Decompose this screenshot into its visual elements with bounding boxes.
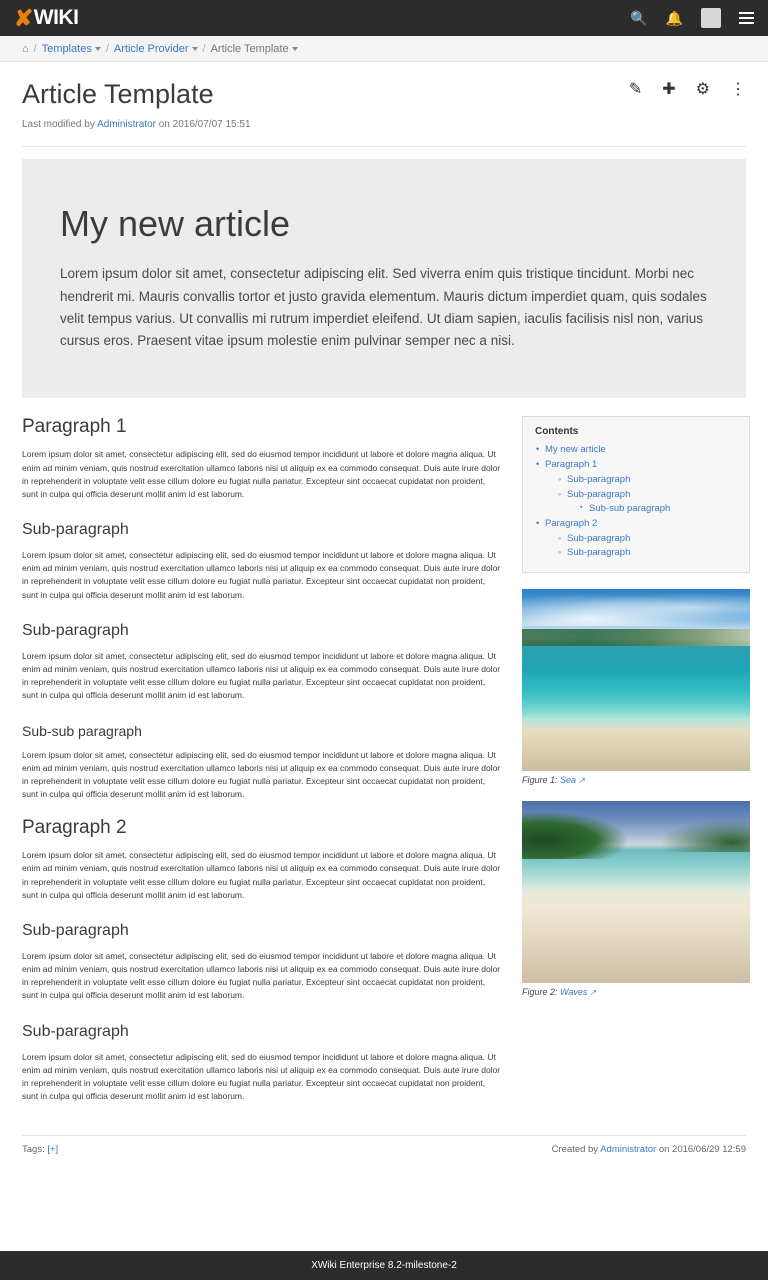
toc-link-my-new-article[interactable]: My new article xyxy=(545,444,606,456)
figure-1-caption xyxy=(522,775,750,785)
sea-photo xyxy=(522,589,750,771)
heading-sub-paragraph-4: Sub-paragraph xyxy=(22,1022,129,1040)
heading-paragraph-2: Paragraph 2 xyxy=(22,817,127,839)
table-of-contents xyxy=(522,416,750,573)
page-title: Article Template xyxy=(22,79,214,109)
toc-link-sub-sub-paragraph[interactable]: Sub-sub paragraph xyxy=(589,503,671,515)
hero-section xyxy=(22,159,746,398)
footer-version-text: XWiki Enterprise 8.2-milestone-2 xyxy=(311,1260,457,1271)
page-last-modified-info xyxy=(22,119,746,130)
tags-expand-toggle[interactable]: [+] xyxy=(47,1144,59,1156)
breadcrumb xyxy=(0,36,768,62)
edit-button[interactable]: ✎ xyxy=(628,81,643,98)
toc-link-paragraph-2[interactable]: Paragraph 2 xyxy=(545,518,598,530)
toc-link-sub-paragraph-2[interactable]: Sub-paragraph xyxy=(567,488,631,500)
settings-button[interactable]: ⚙ xyxy=(695,81,710,98)
hero-title: My new article xyxy=(60,203,291,245)
topbar-actions xyxy=(630,8,754,28)
more-actions-button[interactable]: ⋮ xyxy=(730,81,746,98)
created-info xyxy=(552,1144,746,1155)
breadcrumb-caret-3[interactable] xyxy=(292,47,298,51)
toc-item[interactable] xyxy=(557,488,737,517)
figure-1-caption-link[interactable]: Sea xyxy=(560,775,577,786)
paragraph-text: Lorem ipsum dolor sit amet, consectetur adipiscing elit, sed do eiusmod tempor incididunt ut labore et dolore magna aliqua. Ut enim ad minim veniam, quis nostrud exercitation ullamco laboris nisi ut aliquip ex ea commodo consequat. Duis aute irure dolor in reprehenderit in voluptate velit esse cillum dolore eu fugiat nulla pariatur. Excepteur sint occaecat cupidatat non proident, sunt in culpa qui officia deserunt mollit anim id est laborum. xyxy=(22,449,501,499)
page-header xyxy=(0,62,768,138)
last-modified-prefix: Last modified by xyxy=(22,119,95,131)
heading-sub-paragraph-3: Sub-paragraph xyxy=(22,921,129,939)
waves-photo xyxy=(522,801,750,983)
heading-paragraph-1: Paragraph 1 xyxy=(22,416,127,438)
paragraph-text: Lorem ipsum dolor sit amet, consectetur adipiscing elit, sed do eiusmod tempor incididunt ut labore et dolore magna aliqua. Ut enim ad minim veniam, quis nostrud exercitation ullamco laboris nisi ut aliquip ex ea commodo consequat. Duis aute irure dolor in reprehenderit in voluptate velit esse cillum dolore eu fugiat nulla pariatur. Excepteur sint occaecat cupidatat non proident, sunt in culpa qui officia deserunt mollit anim id est laborum. xyxy=(22,650,501,701)
toc-link-paragraph-1[interactable]: Paragraph 1 xyxy=(545,459,598,471)
heading-sub-paragraph-2: Sub-paragraph xyxy=(22,621,129,639)
toc-item[interactable] xyxy=(535,458,737,517)
paragraph-text: Lorem ipsum dolor sit amet, consectetur adipiscing elit, sed do eiusmod tempor incididunt ut labore et dolore magna aliqua. Ut enim ad minim veniam, quis nostrud exercitation ullamco laboris nisi ut aliquip ex ea commodo consequat. Duis aute irure dolor in reprehenderit in voluptate velit esse cillum dolore eu fugiat nulla pariatur. Excepteur sint occaecat cupidatat non proident, sunt in culpa qui officia deserunt mollit anim id est laborum. xyxy=(22,850,501,900)
toc-item[interactable] xyxy=(557,546,737,561)
breadcrumb-separator-1: / xyxy=(33,42,37,55)
breadcrumb-separator-2: / xyxy=(105,42,109,55)
breadcrumb-item-article-template: Article Template xyxy=(210,42,289,55)
external-link-icon: ↗ xyxy=(589,988,597,998)
paragraph-text: Lorem ipsum dolor sit amet, consectetur adipiscing elit, sed do eiusmod tempor incididunt ut labore et dolore magna aliqua. Ut enim ad minim veniam, quis nostrud exercitation ullamco laboris nisi ut aliquip ex ea commodo consequat. Duis aute irure dolor in reprehenderit in voluptate velit esse cillum dolore eu fugiat nulla pariatur. Excepteur sint occaecat cupidatat non proident, sunt in culpa qui officia deserunt mollit anim id est laborum. xyxy=(22,1051,501,1102)
paragraph-text: Lorem ipsum dolor sit amet, consectetur adipiscing elit, sed do eiusmod tempor incididunt ut labore et dolore magna aliqua. Ut enim ad minim veniam, quis nostrud exercitation ullamco laboris nisi ut aliquip ex ea commodo consequat. Duis aute irure dolor in reprehenderit in voluptate velit esse cillum dolore eu fugiat nulla pariatur. Excepteur sint occaecat cupidatat non proident, sunt in culpa qui officia deserunt mollit anim id est laborum. xyxy=(22,950,501,1001)
toc-link-sub-paragraph-1[interactable]: Sub-paragraph xyxy=(567,473,631,485)
toc-item[interactable] xyxy=(579,502,737,517)
toc-item[interactable] xyxy=(535,517,737,561)
logo-text: WIKI xyxy=(33,6,79,29)
toc-title: Contents xyxy=(535,426,579,438)
side-column xyxy=(522,416,750,997)
toc-list xyxy=(535,443,737,561)
logo-x-icon: ✘ xyxy=(14,4,33,31)
page-footer-meta xyxy=(22,1135,746,1167)
breadcrumb-caret-1[interactable] xyxy=(95,47,101,51)
created-prefix: Created by xyxy=(551,1144,599,1156)
paragraph-text: Lorem ipsum dolor sit amet, consectetur adipiscing elit, sed do eiusmod tempor incididunt ut labore et dolore magna aliqua. Ut enim ad minim veniam, quis nostrud exercitation ullamco laboris nisi ut aliquip ex ea commodo consequat. Duis aute irure dolor in reprehenderit in voluptate velit esse cillum dolore eu fugiat nulla pariatur. Excepteur sint occaecat cupidatat non proident, sunt in culpa qui officia deserunt mollit anim id est laborum. xyxy=(22,749,501,800)
figure-2-caption xyxy=(522,987,750,997)
page-actions xyxy=(629,82,746,98)
breadcrumb-item-article-provider[interactable]: Article Provider xyxy=(113,42,189,55)
hero-body: Lorem ipsum dolor sit amet, consectetur adipiscing elit. Sed viverra enim quis tristique tincidunt. Morbi nec hendrerit mi. Mauris convallis tortor et justo gravida elementum. Mauris dictum imperdiet quam, quis sodales velit tempus varius. Ut convallis mi rutrum imperdiet eleifend. Ut diam sapien, iaculis facilisis nisl non, varius cursus eros. Praesent vitae ipsum molestie enim pulvinar semper nec a nisi. xyxy=(60,266,707,349)
toc-link-sub-paragraph-3[interactable]: Sub-paragraph xyxy=(567,532,631,544)
toc-item[interactable] xyxy=(535,443,737,458)
main-column xyxy=(22,416,502,1117)
user-avatar[interactable] xyxy=(701,8,721,28)
figure-2 xyxy=(522,801,750,997)
last-modified-author-link[interactable]: Administrator xyxy=(97,119,156,131)
content-area xyxy=(0,398,768,1117)
xwiki-logo[interactable] xyxy=(14,5,78,32)
figure-2-caption-link[interactable]: Waves xyxy=(560,987,588,998)
figure-1-caption-prefix: Figure 1: xyxy=(522,775,558,786)
figure-1 xyxy=(522,589,750,785)
toc-link-sub-paragraph-4[interactable]: Sub-paragraph xyxy=(567,547,631,559)
last-modified-date: on 2016/07/07 15:51 xyxy=(158,119,251,131)
top-navigation-bar xyxy=(0,0,768,36)
external-link-icon: ↗ xyxy=(578,776,585,786)
created-date: on 2016/06/29 12:59 xyxy=(658,1144,746,1156)
notifications-icon[interactable]: 🔔 xyxy=(665,10,683,26)
search-icon[interactable]: 🔍 xyxy=(630,10,648,26)
footer-version-bar xyxy=(0,1251,768,1280)
add-button[interactable]: ✚ xyxy=(662,81,676,98)
paragraph-text: Lorem ipsum dolor sit amet, consectetur adipiscing elit, sed do eiusmod tempor incididunt ut labore et dolore magna aliqua. Ut enim ad minim veniam, quis nostrud exercitation ullamco laboris nisi ut aliquip ex ea commodo consequat. Duis aute irure dolor in reprehenderit in voluptate velit esse cillum dolore eu fugiat nulla pariatur. Excepteur sint occaecat cupidatat non proident, sunt in culpa qui officia deserunt mollit anim id est laborum. xyxy=(22,550,501,600)
header-divider xyxy=(22,146,746,147)
breadcrumb-caret-2[interactable] xyxy=(192,47,198,51)
breadcrumb-home-icon[interactable]: ⌂ xyxy=(22,42,29,55)
tags-section xyxy=(22,1144,552,1155)
figure-2-caption-prefix: Figure 2: xyxy=(522,987,558,998)
tags-label: Tags: xyxy=(22,1144,45,1156)
heading-sub-sub-paragraph: Sub-sub paragraph xyxy=(22,722,142,739)
toc-item[interactable] xyxy=(557,532,737,547)
toc-item[interactable] xyxy=(557,473,737,488)
breadcrumb-separator-3: / xyxy=(202,42,206,55)
heading-sub-paragraph-1: Sub-paragraph xyxy=(22,521,129,539)
created-author-link[interactable]: Administrator xyxy=(600,1144,657,1156)
hamburger-menu-icon[interactable] xyxy=(739,12,754,24)
breadcrumb-item-templates[interactable]: Templates xyxy=(41,42,92,55)
